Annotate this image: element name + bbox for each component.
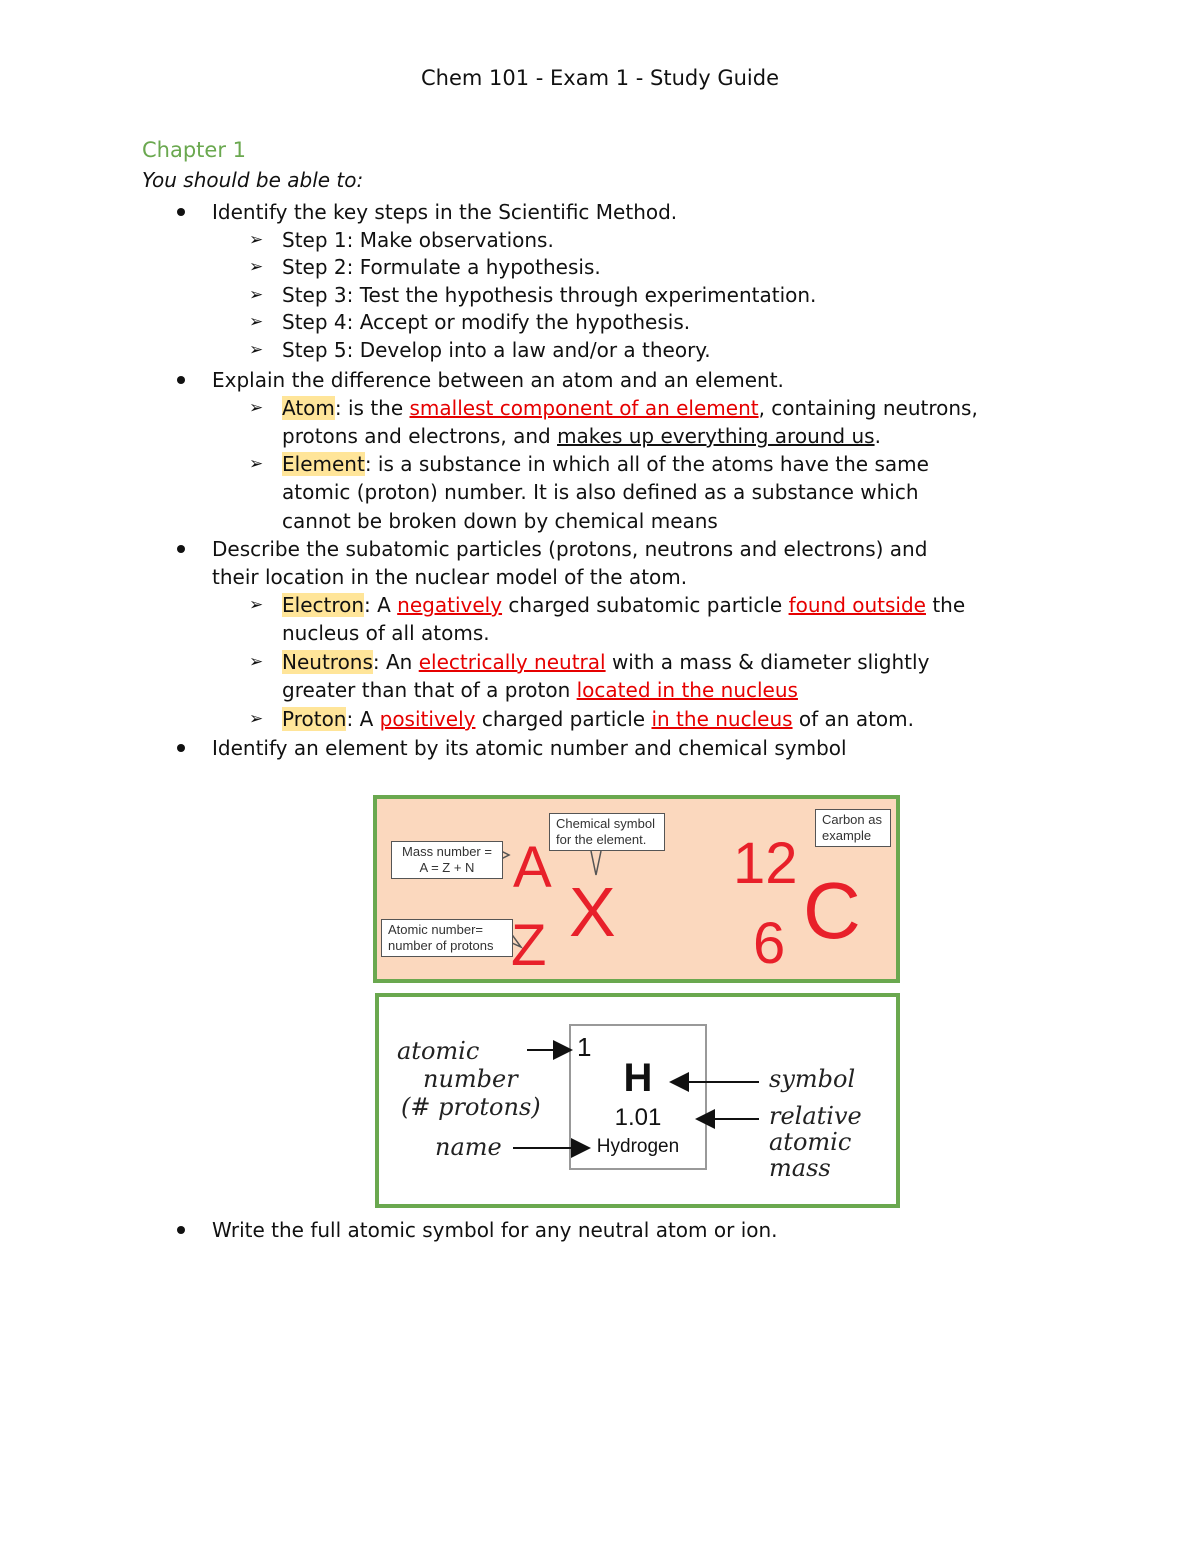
text: : An — [372, 650, 419, 674]
term-element: Element — [282, 452, 365, 476]
text: : A — [364, 593, 398, 617]
key-phrase: smallest component of an element — [409, 396, 759, 420]
term-electron: Electron — [282, 593, 365, 617]
arrow-bullet-icon: ➢ — [249, 595, 264, 615]
bullet-icon — [177, 208, 185, 216]
text: . — [874, 424, 881, 448]
mass-number-letter: A — [513, 835, 552, 900]
text: with a mass & diameter slightly — [605, 650, 930, 674]
carbon-mass-number: 12 — [733, 831, 798, 896]
tile-name: Hydrogen — [596, 1136, 680, 1157]
electron-definition-cont: nucleus of all atoms. — [282, 621, 490, 645]
objective-identify-element: Identify an element by its atomic number and chemical symbol — [212, 736, 847, 760]
callout-text: Carbon as — [822, 812, 882, 827]
arrow-bullet-icon: ➢ — [249, 230, 264, 250]
text: : is a substance in which all of the atoms have the same — [364, 452, 929, 476]
neutron-definition — [282, 648, 929, 676]
chemical-symbol-callout — [549, 813, 665, 851]
bullet-icon — [177, 744, 185, 752]
arrow-bullet-icon: ➢ — [249, 340, 264, 360]
key-phrase: positively — [379, 707, 476, 731]
atomic-number-callout — [381, 919, 513, 957]
element-definition-cont: cannot be broken down by chemical means — [282, 509, 718, 533]
relative-mass-note — [769, 1103, 862, 1181]
callout-text: A = Z + N — [419, 860, 475, 875]
key-phrase: located in the nucleus — [576, 678, 798, 702]
text: : A — [346, 707, 380, 731]
text: : is the — [334, 396, 410, 420]
key-phrase: makes up everything around us — [557, 424, 875, 448]
note-text: (# protons) — [401, 1093, 541, 1121]
text: protons and electrons, and — [282, 424, 558, 448]
atomic-notation-figure — [373, 795, 900, 983]
atomic-number-note — [397, 1037, 541, 1121]
objective-scientific-method: Identify the key steps in the Scientific Method. — [212, 200, 678, 224]
symbol-note: symbol — [769, 1065, 856, 1093]
element-definition — [282, 450, 929, 478]
symbol-letter: X — [569, 873, 616, 951]
key-phrase: found outside — [788, 593, 926, 617]
page-title: Chem 101 - Exam 1 - Study Guide — [421, 66, 779, 90]
tile-atomic-number: 1 — [577, 1032, 592, 1062]
note-text: number — [423, 1065, 518, 1093]
atom-definition-cont — [282, 422, 881, 450]
callout-text: example — [822, 828, 872, 843]
arrow-bullet-icon: ➢ — [249, 257, 264, 277]
objective-subatomic-cont: their location in the nuclear model of the atom. — [212, 565, 688, 589]
arrow-bullet-icon: ➢ — [249, 454, 264, 474]
term-neutrons: Neutrons — [282, 650, 373, 674]
text: charged subatomic particle — [502, 593, 789, 617]
proton-definition — [282, 705, 914, 733]
electron-definition — [282, 591, 965, 619]
tile-symbol: H — [623, 1056, 653, 1100]
term-proton: Proton — [282, 707, 347, 731]
note-text: atomic — [397, 1037, 480, 1065]
chapter-heading: Chapter 1 — [142, 138, 246, 162]
arrow-bullet-icon: ➢ — [249, 709, 264, 729]
neutron-definition-cont — [282, 676, 798, 704]
text: greater than that of a proton — [282, 678, 577, 702]
arrow-bullet-icon: ➢ — [249, 312, 264, 332]
text: of an atom. — [792, 707, 915, 731]
callout-text: Chemical symbol — [556, 816, 655, 831]
callout-text: Mass number = — [402, 844, 492, 859]
mass-number-callout — [391, 841, 503, 879]
note-text: relative — [769, 1102, 862, 1130]
step-item: Step 2: Formulate a hypothesis. — [282, 255, 601, 279]
carbon-example-callout — [815, 809, 891, 847]
tile-mass: 1.01 — [614, 1104, 662, 1131]
step-item: Step 4: Accept or modify the hypothesis. — [282, 310, 691, 334]
key-phrase: negatively — [397, 593, 503, 617]
callout-text: Atomic number= — [388, 922, 484, 937]
atom-definition — [282, 394, 978, 422]
callout-text: number of protons — [388, 938, 494, 953]
name-note: name — [435, 1133, 502, 1161]
step-item: Step 1: Make observations. — [282, 228, 554, 252]
bullet-icon — [177, 376, 185, 384]
objectives-intro: You should be able to: — [142, 168, 364, 192]
hydrogen-tile-figure — [375, 993, 900, 1208]
arrow-bullet-icon: ➢ — [249, 285, 264, 305]
carbon-atomic-number: 6 — [753, 911, 786, 976]
key-phrase: in the nucleus — [651, 707, 793, 731]
note-text: atomic — [769, 1128, 852, 1156]
text: the — [925, 593, 966, 617]
bullet-icon — [177, 1226, 185, 1234]
carbon-symbol: C — [803, 866, 861, 955]
note-text: mass — [769, 1154, 831, 1182]
text: charged particle — [475, 707, 652, 731]
objective-atom-vs-element: Explain the difference between an atom and an element. — [212, 368, 784, 392]
atomic-number-letter: Z — [511, 913, 547, 978]
objective-atomic-symbol: Write the full atomic symbol for any neutral atom or ion. — [212, 1218, 778, 1242]
step-item: Step 5: Develop into a law and/or a theory. — [282, 338, 711, 362]
element-definition-cont: atomic (proton) number. It is also defined as a substance which — [282, 480, 919, 504]
text: , containing neutrons, — [758, 396, 978, 420]
step-item: Step 3: Test the hypothesis through experimentation. — [282, 283, 817, 307]
arrow-bullet-icon: ➢ — [249, 398, 264, 418]
callout-text: for the element. — [556, 832, 647, 847]
bullet-icon — [177, 545, 185, 553]
term-atom: Atom — [282, 396, 335, 420]
key-phrase: electrically neutral — [418, 650, 606, 674]
arrow-bullet-icon: ➢ — [249, 652, 264, 672]
objective-subatomic: Describe the subatomic particles (protons, neutrons and electrons) and — [212, 537, 928, 561]
